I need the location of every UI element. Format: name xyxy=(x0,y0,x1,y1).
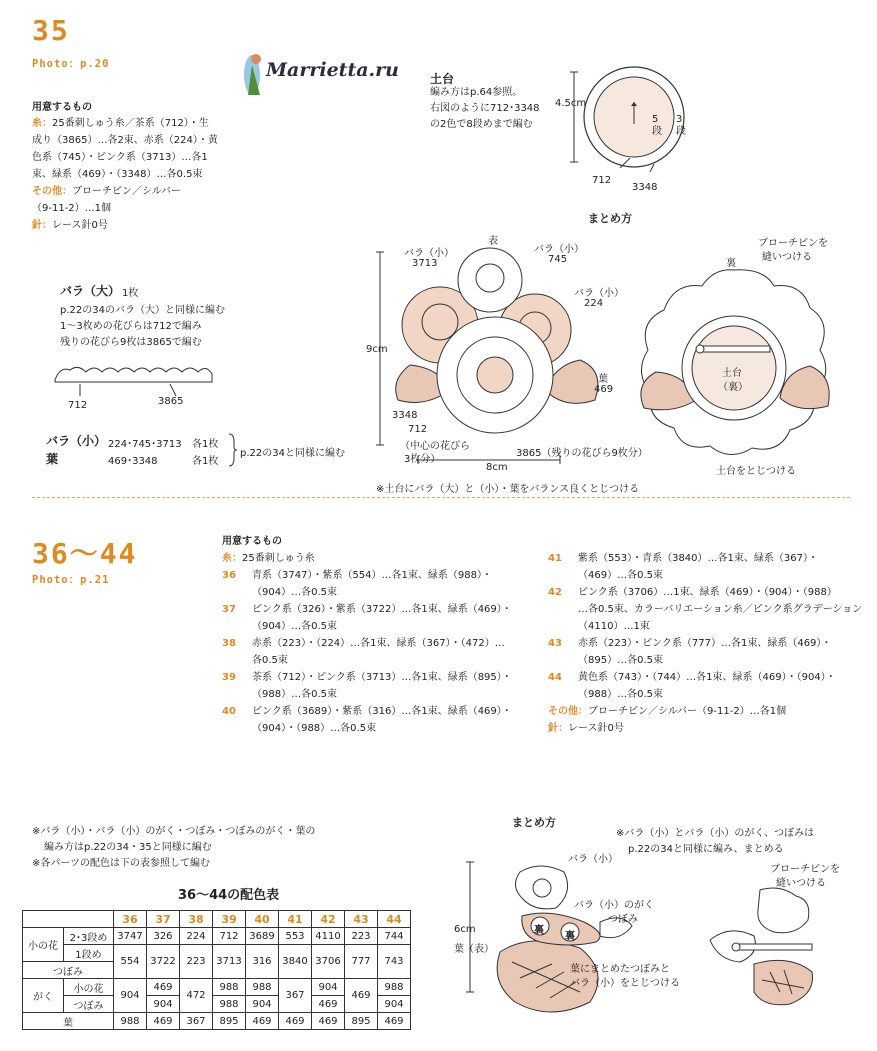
s36-materials-col1 xyxy=(222,550,512,737)
s36-assembly-note-1: ※バラ（小）とバラ（小）のがく、つぼみは xyxy=(616,828,815,839)
row-23: 2･3段め xyxy=(63,928,113,945)
material-text: （895）…各0.5束 xyxy=(578,655,663,666)
material-key: 38 xyxy=(222,638,236,649)
small-rose-label: バラ（小） xyxy=(46,434,107,448)
cell: 988 xyxy=(213,979,246,996)
material-text: （988）…各0.5束 xyxy=(252,689,337,700)
lbl-6cm: 6cm xyxy=(454,924,476,935)
material-text: 茶系（712）・ピンク系（3713）…各1束、緑系（895）・ xyxy=(252,672,512,683)
material-key: その他： xyxy=(548,706,588,717)
lbl-3348: 3348 xyxy=(392,410,418,421)
material-text: …各0.5束、カラーバリエーション糸／ピンク系グラデーション xyxy=(578,604,863,615)
same-as-34-note: p.22の34と同様に編む xyxy=(240,448,345,459)
row-bud: つぼみ xyxy=(23,962,114,979)
cell: 4110 xyxy=(312,928,345,945)
cell: 3722 xyxy=(147,945,180,979)
lbl-attach-base: 土台をとじつける xyxy=(716,466,796,477)
material-text: ブローチピン／シルバー（9-11-2）…各1個 xyxy=(588,706,787,717)
th-41: 41 xyxy=(279,911,312,928)
cell: 3840 xyxy=(279,945,312,979)
section-divider xyxy=(32,497,850,498)
cell: 777 xyxy=(345,945,378,979)
material-line xyxy=(32,149,218,166)
material-key: 43 xyxy=(548,638,562,649)
section-36-44-number: 36～44 xyxy=(32,537,138,570)
material-key: 糸： xyxy=(222,553,242,564)
lbl-224: 224 xyxy=(584,298,604,309)
cell: 988 xyxy=(213,996,246,1013)
lbl-ura-2: 裏 xyxy=(565,931,575,942)
back-label: 裏 xyxy=(726,258,736,269)
material-text: ピンク系（3706）…1束、緑系（469）・（904）・（988） xyxy=(578,587,837,598)
front-label: 表 xyxy=(488,236,498,247)
material-key: 44 xyxy=(548,672,562,683)
cell: 469 xyxy=(312,996,345,1013)
material-text: 25番刺しゅう糸 xyxy=(242,553,315,564)
cell: 326 xyxy=(147,928,180,945)
lbl-3865-rest: 3865（残りの花びら9枚分） xyxy=(516,448,648,459)
material-text: 成り（3865）…各2束、赤系（224）・黄 xyxy=(32,135,218,146)
material-line xyxy=(32,217,218,234)
small-rose-count: 各1枚 xyxy=(192,439,219,450)
material-line xyxy=(222,635,512,652)
row-calyx: がく xyxy=(23,979,64,1013)
material-line xyxy=(548,618,862,635)
cell: 224 xyxy=(180,928,213,945)
cell: 904 xyxy=(246,996,279,1013)
material-line xyxy=(548,584,862,601)
material-line xyxy=(222,669,512,686)
material-line xyxy=(222,652,512,669)
th-36: 36 xyxy=(114,911,147,928)
material-text: ピンク系（3689）・紫系（316）…各1束、緑系（469）・ xyxy=(252,706,512,717)
s35-assembly-title: まとめ方 xyxy=(588,212,632,225)
s35-materials-title: 用意するもの xyxy=(32,102,92,113)
cell: 472 xyxy=(180,979,213,1013)
base-title: 土台 xyxy=(430,72,455,86)
material-key: 糸： xyxy=(32,118,52,129)
row-1: 1段め xyxy=(63,945,113,962)
lbl-8cm: 8cm xyxy=(486,462,508,473)
lbl-rose-small-b: バラ（小） xyxy=(534,244,584,255)
brooch-36-front-diagram xyxy=(460,852,690,1042)
material-text: （9-11-2）…1個 xyxy=(32,203,112,214)
rose-large-title: バラ（大） xyxy=(60,284,121,298)
material-text: 赤系（223）・（224）…各1束、緑系（367）・（472）… xyxy=(252,638,505,649)
material-text: 25番刺しゅう糸／茶系（712）・生 xyxy=(52,118,209,129)
material-key: 40 xyxy=(222,706,236,717)
strip-label-712: 712 xyxy=(68,400,88,411)
lbl-ura-1: 裏 xyxy=(534,925,544,936)
material-line xyxy=(222,601,512,618)
rose-large-count: 1枚 xyxy=(122,288,139,299)
cell: 553 xyxy=(279,928,312,945)
row-leaf: 葉 xyxy=(23,1013,114,1030)
cell: 469 xyxy=(147,1013,180,1030)
material-text: 紫系（553）・青系（3840）…各1束、緑系（367）・ xyxy=(578,553,818,564)
small-rose-colors: 224･745･3713 xyxy=(108,439,182,450)
rose-large-line-3: 残りの花びら9枚は3865で編む xyxy=(60,337,202,348)
lbl-rose-small-a: バラ（小） xyxy=(404,248,454,259)
material-text: （4110）…1束 xyxy=(578,621,650,632)
material-line xyxy=(222,686,512,703)
material-line xyxy=(222,720,512,737)
material-line xyxy=(222,584,512,601)
base-row-inner: 5段 xyxy=(652,114,662,137)
cell: 904 xyxy=(114,979,147,1013)
cell: 3689 xyxy=(246,928,279,945)
brooch-35-back-diagram xyxy=(634,262,834,462)
cell: 469 xyxy=(345,979,378,1013)
base-desc-3: の2色で8段めまで編む xyxy=(430,119,533,130)
brooch-36-back-diagram xyxy=(700,880,840,1030)
lbl-9cm: 9cm xyxy=(366,344,388,355)
cell: 712 xyxy=(213,928,246,945)
cell: 223 xyxy=(180,945,213,979)
material-key: 36 xyxy=(222,570,236,581)
row-small-flower: 小の花 xyxy=(23,928,64,962)
th-39: 39 xyxy=(213,911,246,928)
cell: 744 xyxy=(378,928,411,945)
cell: 904 xyxy=(147,996,180,1013)
section-35-photo-ref: Photo：p.20 xyxy=(32,58,110,70)
material-line xyxy=(548,669,862,686)
material-line xyxy=(222,550,512,567)
cell: 554 xyxy=(114,945,147,979)
watermark-text: Marrietta.ru xyxy=(266,59,399,81)
material-line xyxy=(548,567,862,584)
material-text: 赤系（223）・ピンク系（777）…各1束、緑系（469）・ xyxy=(578,638,832,649)
material-text: 黄色系（743）・（744）…各1束、緑系（469）・（904）・ xyxy=(578,672,836,683)
leaf-colors: 469･3348 xyxy=(108,456,158,467)
material-line xyxy=(222,703,512,720)
th-40: 40 xyxy=(246,911,279,928)
lbl-pin-36-a: ブローチピンを xyxy=(770,864,840,875)
section-35-number: 35 xyxy=(32,14,70,47)
material-line xyxy=(548,601,862,618)
strip-label-3865: 3865 xyxy=(158,396,184,407)
cell: 3706 xyxy=(312,945,345,979)
base-color-712: 712 xyxy=(592,175,612,186)
cell: 988 xyxy=(378,979,411,996)
rose-large-line-1: p.22の34のバラ（大）と同様に編む xyxy=(60,305,225,316)
s36-assembly-title: まとめ方 xyxy=(512,816,556,829)
material-line xyxy=(222,567,512,584)
material-line xyxy=(548,550,862,567)
material-text: 各0.5束 xyxy=(252,655,288,666)
row-calyx-bud: つぼみ xyxy=(63,996,113,1013)
base-row-outer: 3段 xyxy=(676,114,686,137)
lbl-attach-b: バラ（小）をとじつける xyxy=(570,978,680,989)
cell: 988 xyxy=(114,1013,147,1030)
rose-large-line-2: 1～3枚めの花びらは712で編み xyxy=(60,321,202,332)
lbl-attach-a: 葉にまとめたつぼみと xyxy=(570,964,670,975)
material-text: レース針0号 xyxy=(568,723,624,734)
material-line xyxy=(548,686,862,703)
material-key: 39 xyxy=(222,672,236,683)
cell: 469 xyxy=(279,1013,312,1030)
lbl-pin-b: 縫いつける xyxy=(762,252,812,263)
lbl-rose-small-c: バラ（小） xyxy=(574,288,624,299)
material-text: （988）…各0.5束 xyxy=(578,689,663,700)
cell: 904 xyxy=(312,979,345,996)
row-calyx-small: 小の花 xyxy=(63,979,113,996)
lbl-469: 469 xyxy=(594,384,614,395)
s36-note-1: ※バラ（小）・バラ（小）のがく・つぼみ・つぼみのがく・葉の xyxy=(32,826,316,837)
material-line xyxy=(32,183,218,200)
lbl-pin-a: ブローチピンを xyxy=(758,238,828,249)
material-line xyxy=(32,166,218,183)
material-line xyxy=(222,618,512,635)
lbl-rose-small-36: バラ（小） xyxy=(568,854,618,865)
cell: 469 xyxy=(147,979,180,996)
material-text: ブローチピン／シルバー xyxy=(72,186,182,197)
material-line xyxy=(548,703,862,720)
material-line xyxy=(32,115,218,132)
material-line xyxy=(32,132,218,149)
lbl-center-petals-b: 3枚分） xyxy=(404,454,441,465)
base-color-3348: 3348 xyxy=(632,182,658,193)
s36-note-2: 編み方はp.22の34・35と同様に編む xyxy=(44,842,212,853)
lbl-calyx-36: バラ（小）のがく xyxy=(574,900,654,911)
material-text: （904）…各0.5束 xyxy=(252,587,337,598)
table-corner xyxy=(23,911,114,928)
th-38: 38 xyxy=(180,911,213,928)
cell: 469 xyxy=(378,1013,411,1030)
material-key: 37 xyxy=(222,604,236,615)
material-key: 41 xyxy=(548,553,562,564)
material-text: ピンク系（326）・紫系（3722）…各1束、緑系（469）・ xyxy=(252,604,512,615)
th-44: 44 xyxy=(378,911,411,928)
cell: 469 xyxy=(246,1013,279,1030)
s36-note-3: ※各パーツの配色は下の表参照して編む xyxy=(32,858,210,869)
material-line xyxy=(548,635,862,652)
cell: 743 xyxy=(378,945,411,979)
s35-footnote: ※土台にバラ（大）と（小）・葉をバランス良くとじつける xyxy=(376,484,640,495)
material-text: レース針0号 xyxy=(52,220,108,231)
material-text: 色系（745）・ピンク系（3713）…各1 xyxy=(32,152,208,163)
th-43: 43 xyxy=(345,911,378,928)
lbl-base-b: （裏） xyxy=(718,382,748,393)
color-chart-table xyxy=(22,910,411,1030)
lbl-leaf: 葉 xyxy=(598,374,608,385)
material-text: （904）…各0.5束 xyxy=(252,621,337,632)
lbl-leaf-front: 葉（表） xyxy=(454,944,494,955)
s35-materials-list xyxy=(32,115,218,234)
color-table-title: 36～44の配色表 xyxy=(178,888,280,903)
s36-materials-title: 用意するもの xyxy=(222,536,282,547)
cell: 904 xyxy=(378,996,411,1013)
watermark-logo xyxy=(238,45,399,105)
base-desc-1: 編み方はp.64参照。 xyxy=(430,87,523,98)
lbl-base-a: 土台 xyxy=(722,368,742,379)
brace-icon xyxy=(228,432,238,468)
cell: 895 xyxy=(345,1013,378,1030)
lbl-3713: 3713 xyxy=(412,258,438,269)
material-key: 42 xyxy=(548,587,562,598)
material-key: 針： xyxy=(32,220,52,231)
cell: 3747 xyxy=(114,928,147,945)
lbl-pin-36-b: 縫いつける xyxy=(776,878,826,889)
lbl-745: 745 xyxy=(548,254,568,265)
material-line xyxy=(32,200,218,217)
material-key: 針： xyxy=(548,723,568,734)
cell: 367 xyxy=(279,979,312,1013)
petal-strip-diagram xyxy=(50,360,220,400)
th-37: 37 xyxy=(147,911,180,928)
th-42: 42 xyxy=(312,911,345,928)
material-text: （904）・（988）…各0.5束 xyxy=(252,723,377,734)
lbl-center-petals-a: （中心の花びら xyxy=(400,441,470,452)
material-line xyxy=(548,720,862,737)
leaf-label: 葉 xyxy=(46,452,59,466)
lbl-bud-36: つぼみ xyxy=(608,914,638,925)
cell: 469 xyxy=(312,1013,345,1030)
material-text: 束、緑系（469）・（3348）…各0.5束 xyxy=(32,169,203,180)
material-line xyxy=(548,652,862,669)
s36-assembly-note-2: p.22の34と同様に編み、まとめる xyxy=(628,844,784,855)
cell: 988 xyxy=(246,979,279,996)
base-size: 4.5cm xyxy=(555,98,587,109)
material-text: （469）…各0.5束 xyxy=(578,570,663,581)
cell: 223 xyxy=(345,928,378,945)
material-key: その他： xyxy=(32,186,72,197)
leaf-count: 各1枚 xyxy=(192,456,219,467)
base-desc-2: 右図のように712･3348 xyxy=(430,103,540,114)
s36-materials-col2 xyxy=(548,550,862,737)
cell: 895 xyxy=(213,1013,246,1030)
cell: 316 xyxy=(246,945,279,979)
lbl-712-center: 712 xyxy=(408,424,428,435)
section-36-44-photo-ref: Photo：p.21 xyxy=(32,574,110,586)
cell: 3713 xyxy=(213,945,246,979)
material-text: 青系（3747）・紫系（554）…各1束、緑系（988）・ xyxy=(252,570,492,581)
cell: 367 xyxy=(180,1013,213,1030)
